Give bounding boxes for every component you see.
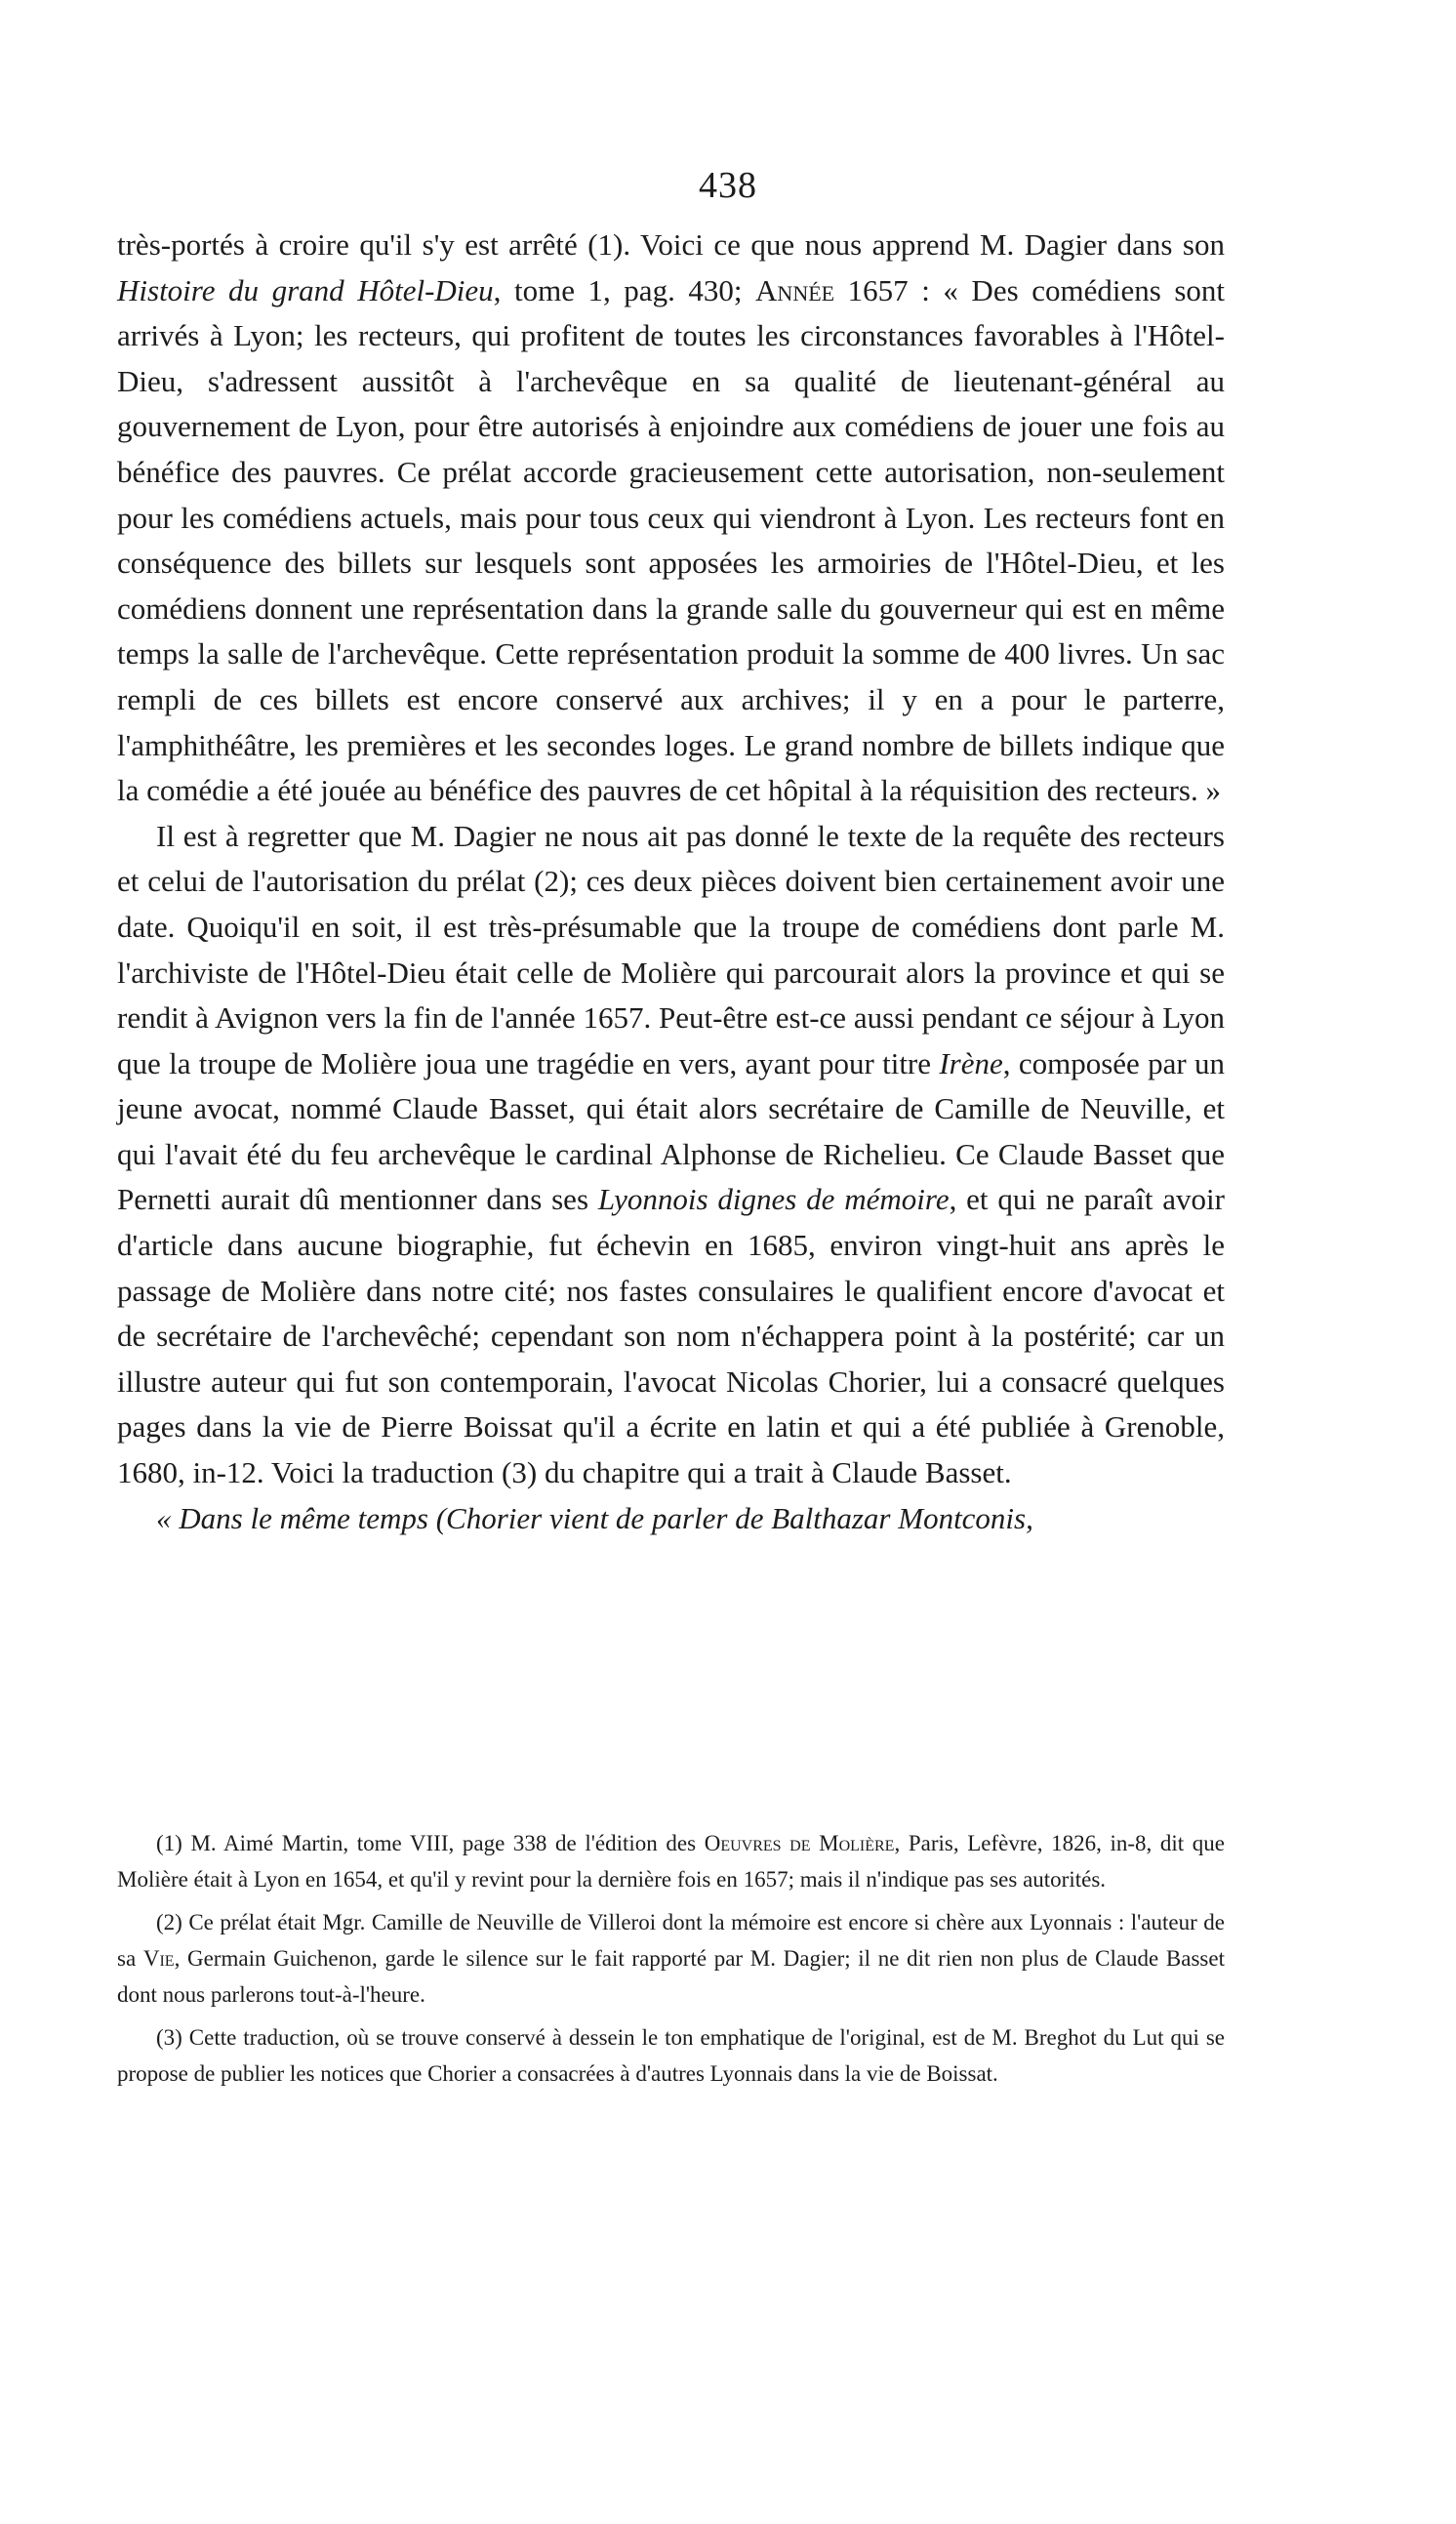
paragraph-2-part-c: , et qui ne paraît avoir d'article dans aucune biographie, fut échevin en 1685, environ vingt-huit ans après le passage de Molière dans notre cité; nos fastes consulaires le qualifient encore d'avocat et de secrétaire de l'archevêché; cependant son nom n'échappera point à la postérité; car un illustre auteur qui fut son contemporain, l'avocat Nicolas Chorier, lui a consacré quelques pages dans la vie de Pierre Boissat qu'il a écrite en latin et qui a été publiée à Grenoble, 1680, in-12. Voici la traduction (3) du chapitre qui a trait à Claude Basset. bbox=[117, 1182, 1225, 1490]
paragraph-1-quote: 1657 : « Des comédiens sont arrivés à Lyon; les recteurs, qui profitent de toutes les circonstances favorables à l'Hôtel-Dieu, s'adressent aussitôt à l'archevêque en sa qualité de lieutenant-général au gouvernement de Lyon, pour être autorisés à enjoindre aux comédiens de jouer une fois au bénéfice des pauvres. Ce prélat accorde gracieusement cette autorisation, non-seulement pour les comédiens actuels, mais pour tous ceux qui viendront à Lyon. Les recteurs font en conséquence des billets sur lesquels sont apposées les armoiries de l'Hôtel-Dieu, et les comédiens donnent une représentation dans la grande salle du gouverneur qui est en même temps la salle de l'archevêque. Cette représentation produit la somme de 400 livres. Un sac rempli de ces billets est encore conservé aux archives; il y en a pour le parterre, l'amphithéâtre, les premières et les secondes loges. Le grand nombre de billets indique que la comédie a été jouée au bénéfice des pauvres de cet hôpital à la réquisition des recteurs. » bbox=[117, 272, 1225, 808]
paragraph-2-part-a: Il est à regretter que M. Dagier ne nous ait pas donné le texte de la requête des recteurs et celui de l'autorisation du prélat (2); ces deux pièces doivent bien certainement avoir une date. Quoiqu'il en soit, il est très-présumable que la troupe de comédiens dont parle M. l'archiviste de l'Hôtel-Dieu était celle de Molière qui parcourait alors la province et qui se rendit à Avignon vers la fin de l'année 1657. Peut-être est-ce aussi pendant ce séjour à Lyon que la troupe de Molière joua une tragédie en vers, ayant pour titre bbox=[117, 818, 1225, 1080]
annee-label: Année bbox=[755, 272, 835, 307]
footnote-1 bbox=[117, 1825, 1225, 1897]
book-title-lyonnois: Lyonnois dignes de mémoire bbox=[597, 1182, 950, 1217]
play-title-irene: Irène bbox=[939, 1045, 1003, 1080]
footnote-2-part-b: , Germain Guichenon, garde le silence sur le fait rapporté par M. Dagier; il ne dit rien non plus de Claude Basset dont nous parlerons tout-à-l'heure. bbox=[117, 1946, 1225, 2007]
footnote-1-part-a: (1) M. Aimé Martin, tome VIII, page 338 de l'édition des bbox=[156, 1831, 705, 1855]
footnote-3: (3) Cette traduction, où se trouve conservé à dessein le ton emphatique de l'original, est de M. Breghot du Lut qui se propose de publier les notices que Chorier a consacrées à d'autres Lyonnais dans la vie de Boissat. bbox=[117, 2025, 1225, 2086]
main-text bbox=[117, 223, 1225, 1541]
footnote-2 bbox=[117, 1904, 1225, 2013]
paragraph-2-part-b: , composée par un jeune avocat, nommé Claude Basset, qui était alors secrétaire de Camille de Neuville, et qui l'avait été du feu archevêque le cardinal Alphonse de Richelieu. Ce Claude Basset que Pernetti aurait dû mentionner dans ses bbox=[117, 1045, 1225, 1217]
paragraph-1 bbox=[117, 223, 1225, 814]
paragraph-1-part-b: , tome 1, pag. 430; bbox=[493, 272, 756, 307]
footnote-2-vie: Vie bbox=[142, 1946, 175, 1971]
paragraph-2 bbox=[117, 814, 1225, 1496]
footnote-1-part-b: , Paris, Lefèvre, 1826, in-8, dit que Molière était à Lyon en 1654, et qu'il y revint pour la dernière fois en 1657; mais il n'indique pas ses autorités. bbox=[117, 1831, 1225, 1892]
book-title-histoire: Histoire du grand Hôtel-Dieu bbox=[117, 272, 494, 307]
paragraph-3-text: « Dans le même temps (Chorier vient de parler de Balthazar Montconis, bbox=[156, 1500, 1033, 1535]
page-number: 438 bbox=[699, 165, 757, 206]
paragraph-3 bbox=[117, 1496, 1225, 1542]
footnote-2-part-a: (2) Ce prélat était Mgr. Camille de Neuville de Villeroi dont la mémoire est encore si chère aux Lyonnais : l'auteur de sa bbox=[117, 1910, 1225, 1971]
footnotes bbox=[117, 1825, 1225, 2098]
footnote-1-oeuvres: Oeuvres de Molière bbox=[704, 1831, 895, 1855]
paragraph-1-part-a: très-portés à croire qu'il s'y est arrêté (1). Voici ce que nous apprend M. Dagier dans son bbox=[117, 227, 1225, 262]
